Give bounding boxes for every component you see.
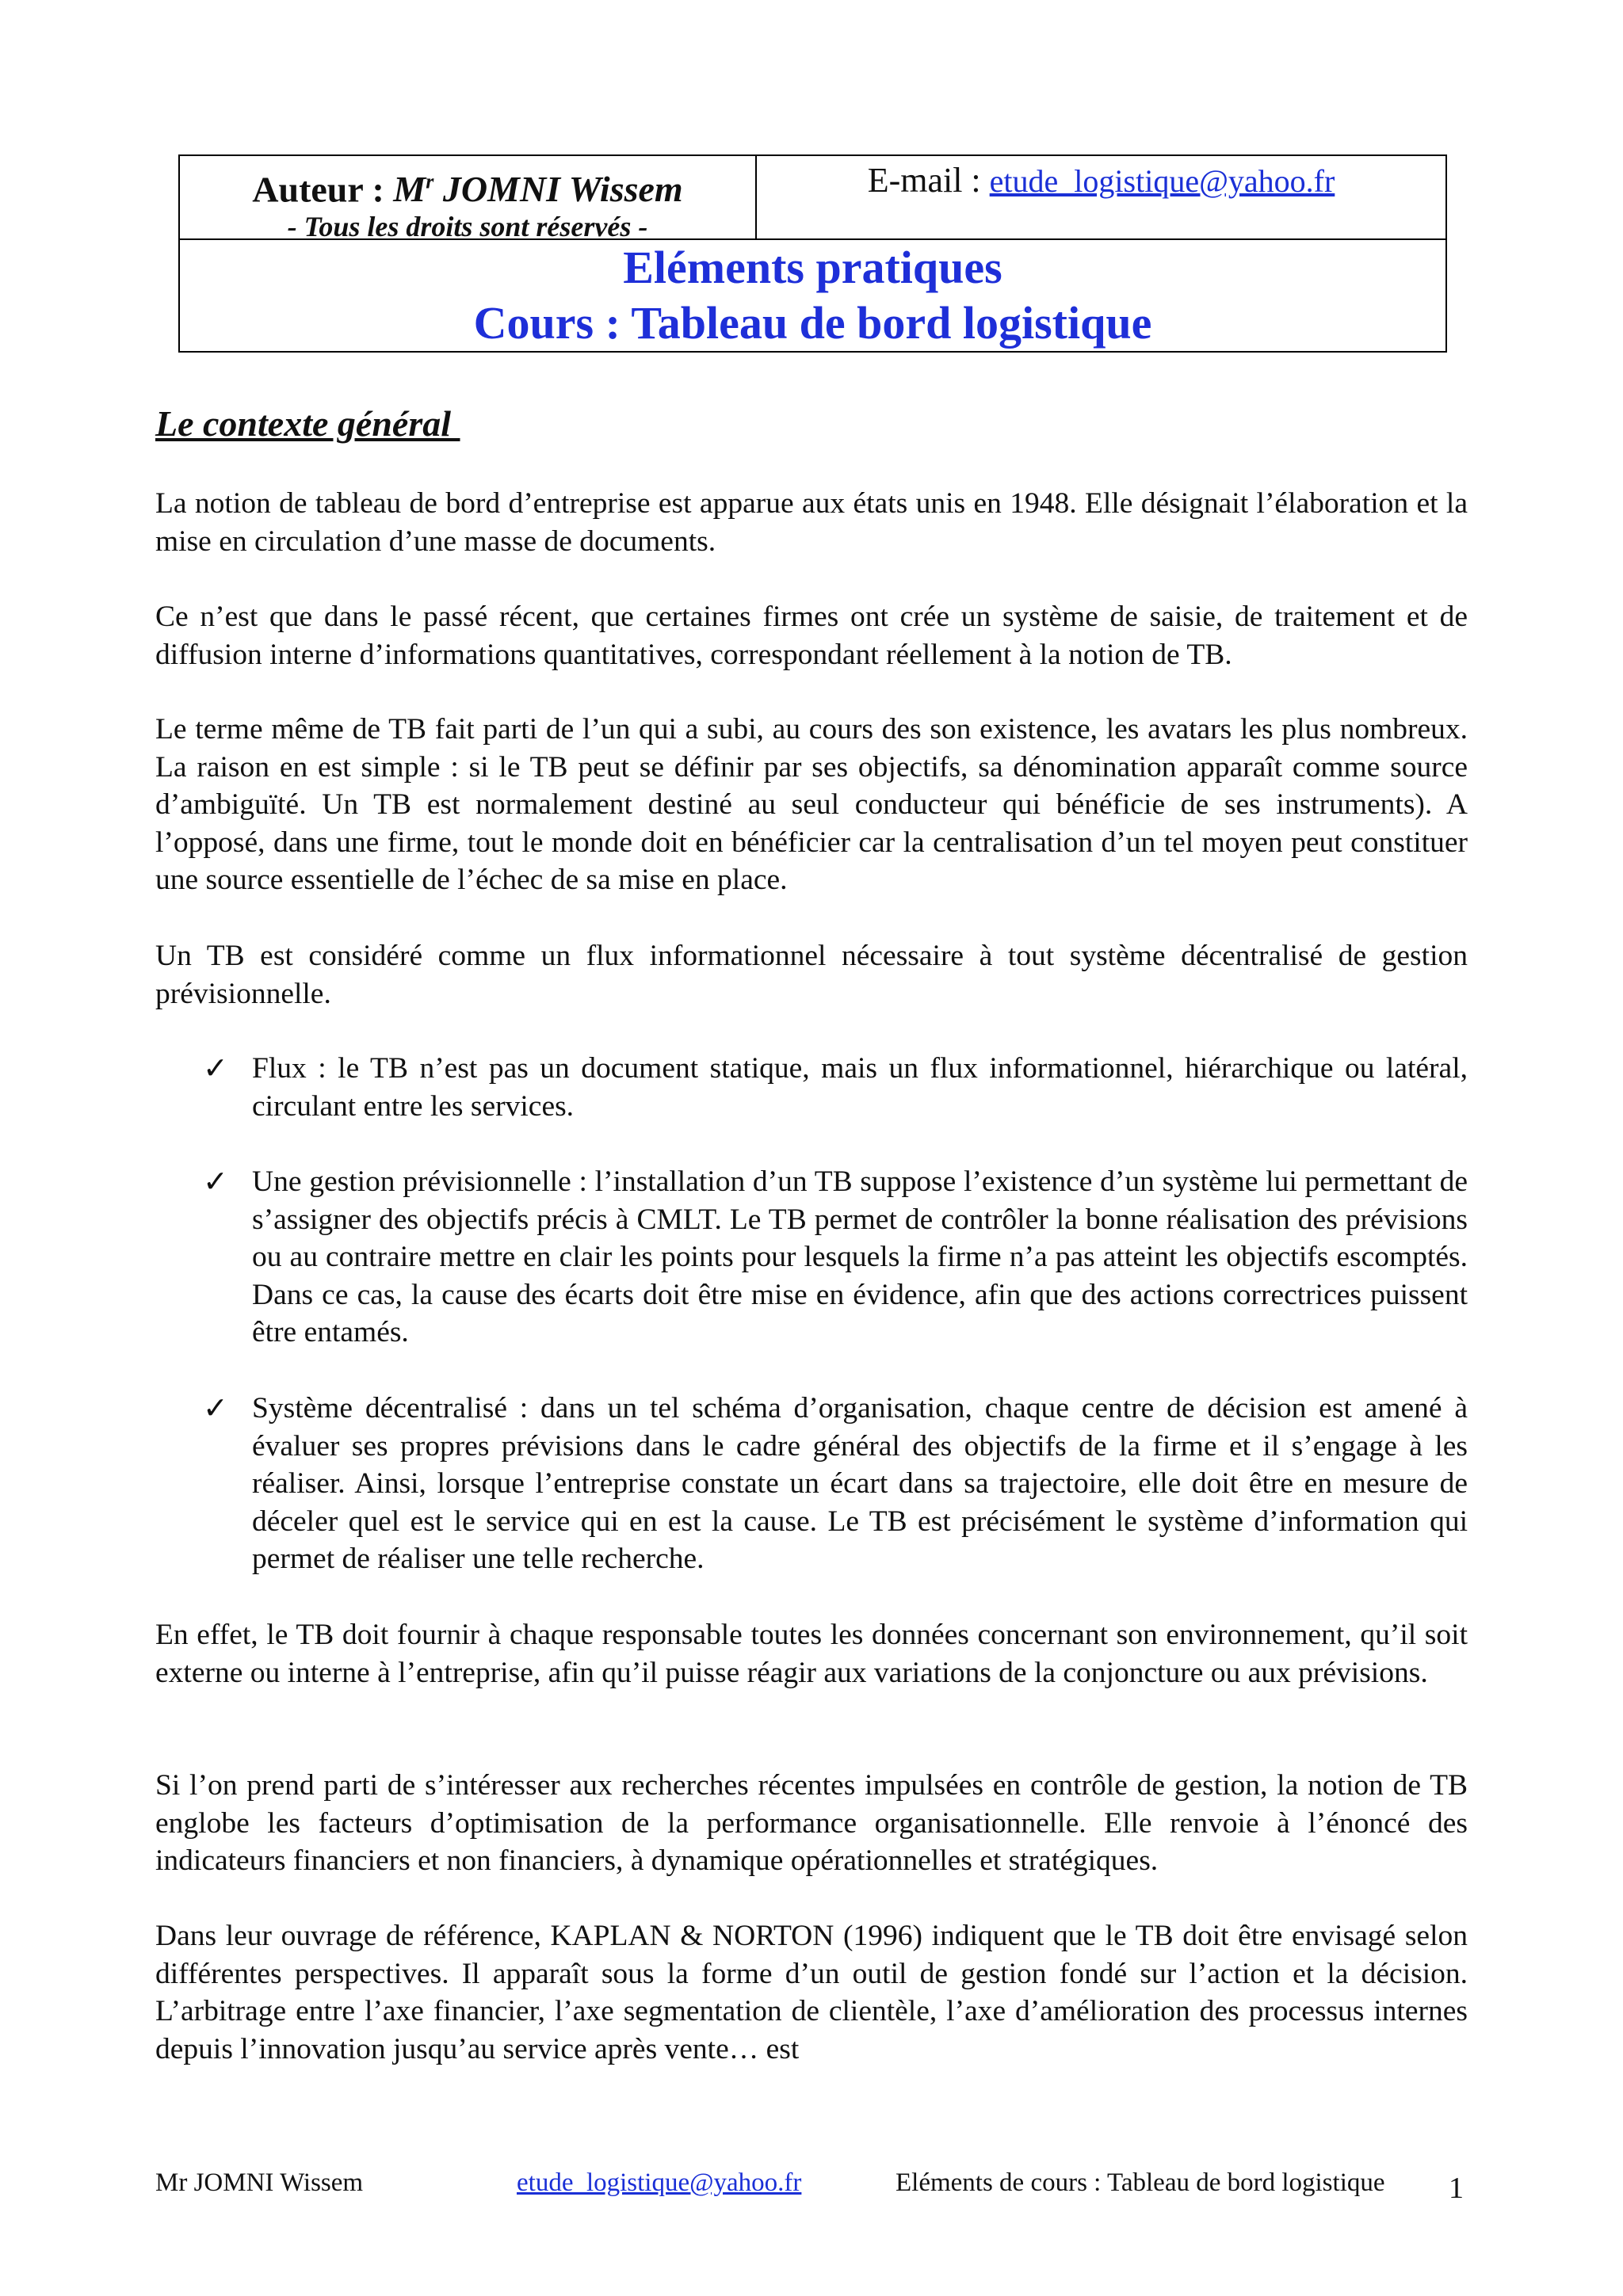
header-email-link[interactable]: etude_logistique@yahoo.fr (989, 163, 1335, 199)
paragraph-5: En effet, le TB doit fournir à chaque responsable toutes les données concernant son environnement, qu’il soit externe ou interne à l’entreprise, afin qu’il puisse réagir aux variations de la conjoncture ou aux prévisions. (155, 1619, 1468, 1689)
paragraph-7: Dans leur ouvrage de référence, KAPLAN & NORTON (1996) indiquent que le TB doit être envisagé selon différentes perspectives. Il apparaît sous la forme d’un outil de gestion fondé sur l’action et la décision. L’arbitrage entre l’axe financier, l’axe segmentation de clientèle, l’axe d’amélioration des processus internes depuis l’innovation jusqu’au service après vente… est (155, 1920, 1468, 2065)
document-title (180, 240, 1445, 351)
title-line-2: Cours : Tableau de bord logistique (473, 297, 1152, 349)
email-cell (757, 156, 1445, 238)
check-icon: ✓ (203, 1390, 228, 1425)
paragraph-4: Un TB est considéré comme un flux informationnel nécessaire à tout système décentralisé de gestion prévisionnelle. (155, 940, 1468, 1010)
author-line (180, 161, 755, 211)
section-heading: Le contexte général (155, 403, 460, 444)
rights-notice: - Tous les droits sont réservés - (287, 211, 648, 243)
footer-author: Mr JOMNI Wissem (155, 2168, 364, 2197)
bullet-item-gestion: Une gestion prévisionnelle : l’installation d’un TB suppose l’existence d’un système lui permettant de s’assigner des objectifs précis à CMLT. Le TB permet de contrôler la bonne réalisation des prévisions ou au contraire mettre en clair les points pour lesquels la firme n’a pas atteint les objectifs escomptés. Dans ce cas, la cause des écarts doit être mise en évidence, afin que des actions correctrices puissent être entamés. (252, 1165, 1468, 1349)
footer-course-title: Eléments de cours : Tableau de bord logistique (896, 2168, 1385, 2197)
author-prefix: Auteur : (252, 169, 394, 210)
paragraph-1: La notion de tableau de bord d’entreprise est apparue aux états unis en 1948. Elle désignait l’élaboration et la mise en circulation d’une masse de documents. (155, 487, 1468, 558)
email-label: E-mail : (867, 161, 990, 200)
paragraph-6: Si l’on prend parti de s’intéresser aux recherches récentes impulsées en contrôle de gestion, la notion de TB englobe les facteurs d’optimisation de la performance organisationnelle. Elle renvoie à l’énoncé des indicateurs financiers et non financiers, à dynamique opérationnelles et stratégiques. (155, 1769, 1468, 1878)
author-title: M (393, 169, 426, 210)
author-title-sup: r (426, 170, 434, 193)
paragraph-2: Ce n’est que dans le passé récent, que certaines firmes ont crée un système de saisie, de traitement et de diffusion interne d’informations quantitatives, correspondant réellement à la notion de TB. (155, 601, 1468, 671)
title-line-1: Eléments pratiques (623, 242, 1002, 293)
email-line (757, 156, 1445, 206)
bullet-item-systeme: Système décentralisé : dans un tel schéma d’organisation, chaque centre de décision est amené à évaluer ses propres prévisions dans le cadre général des objectifs de la firme et il s’engage à les réaliser. Ainsi, lorsque l’entreprise constate un écart dans sa trajectoire, elle doit être en mesure de déceler quel est le service qui en est la cause. Le TB est précisément le système d’information qui permet de réaliser une telle recherche. (252, 1392, 1468, 1576)
footer-email-link[interactable]: etude_logistique@yahoo.fr (517, 2168, 802, 2197)
author-name: JOMNI Wissem (433, 169, 683, 210)
check-icon: ✓ (203, 1051, 228, 1085)
header-box (178, 154, 1447, 353)
author-cell (180, 156, 757, 243)
paragraph-3: Le terme même de TB fait parti de l’un qui a subi, au cours des son existence, les avatars les plus nombreux. La raison en est simple : si le TB peut se définir par ses objectifs, sa dénomination apparaît comme source d’ambiguïté. Un TB est normalement destiné au seul conducteur qui bénéficie de ses instruments). A l’opposé, dans une firme, tout le monde doit en bénéficier car la centralisation d’un tel moyen peut constituer une source essentielle de l’échec de sa mise en place. (155, 713, 1468, 897)
page-number: 1 (1449, 2172, 1464, 2205)
bullet-item-flux: Flux : le TB n’est pas un document statique, mais un flux informationnel, hiérarchique ou latéral, circulant entre les services. (252, 1052, 1468, 1123)
check-icon: ✓ (203, 1164, 228, 1199)
header-top-row (180, 156, 1445, 243)
